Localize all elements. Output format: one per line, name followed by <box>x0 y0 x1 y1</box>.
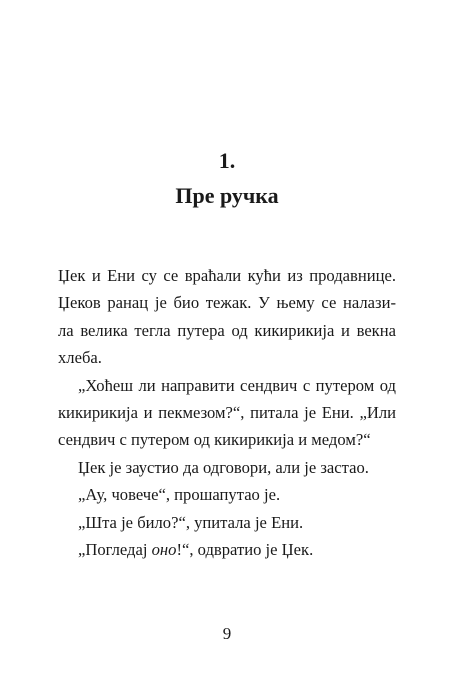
text-fragment: „Погледај <box>78 539 152 559</box>
text-line: Џек и Ени су се враћали кући из продавнице. <box>58 266 396 285</box>
text-line: кикирикија и пекмезом?“, питала је Ени. „Или <box>58 402 396 422</box>
text-line <box>58 536 396 563</box>
text-line: сендвич с путером од кикирикија и медом?“ <box>58 430 371 450</box>
body-text <box>58 262 396 563</box>
text-line: хлеба. <box>58 348 102 368</box>
text-line: ла велика тегла путера од кикирикија и векна <box>58 320 396 340</box>
page-number: 9 <box>222 624 232 643</box>
text-line: „Хоћеш ли направити сендвич с путером од <box>78 375 396 395</box>
emphasized-word: оно <box>151 539 177 559</box>
text-fragment: !“, одвратио је Џек. <box>176 539 314 559</box>
text-line: „Шта је било?“, упитала је Ени. <box>78 512 304 532</box>
chapter-title: Пре ручка <box>175 183 279 208</box>
text-line: Џек је заустио да одговори, али је застао. <box>78 457 369 477</box>
text-line: Џеков ранац је био тежак. У њему се налази- <box>58 293 396 313</box>
text-line: „Ау, човече“, прошапутао је. <box>78 485 281 505</box>
chapter-number: 1. <box>218 148 236 173</box>
